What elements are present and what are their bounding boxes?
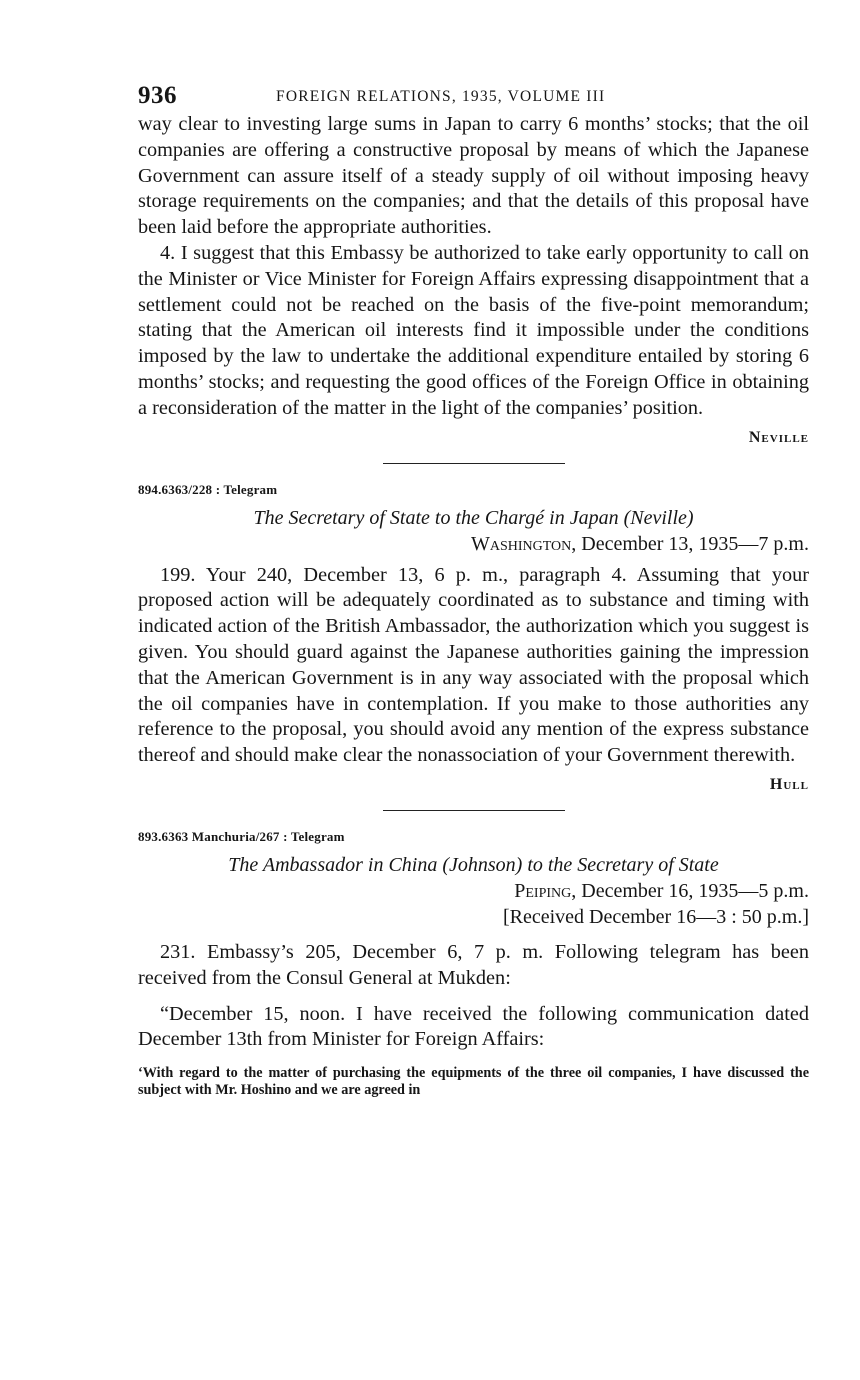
signature-neville: Neville [748, 428, 809, 446]
section-divider [383, 463, 565, 464]
signature-hull: Hull [769, 775, 809, 793]
dateline [138, 531, 809, 557]
dateline-place: Washington [470, 532, 572, 555]
document-title: The Secretary of State to the Chargé in Japan (Neville) [253, 506, 694, 529]
running-header [138, 80, 809, 112]
dateline-date: , December 13, 1935—7 p.m. [571, 532, 809, 555]
running-title: FOREIGN RELATIONS, 1935, VOLUME III [276, 88, 606, 105]
dateline-place: Peiping [514, 879, 572, 902]
file-reference: 894.6363/228 : Telegram [138, 481, 278, 497]
file-reference: 893.6363 Manchuria/267 : Telegram [138, 828, 345, 844]
quoted-telegram: “December 15, noon. I have received the following communication dated December 13th from Minister for Foreign Affairs: [138, 1002, 809, 1051]
telegram-body: 199. Your 240, December 13, 6 p. m., paragraph 4. Assuming that your proposed action will be adequately coordinated as to substance and timing with indicated action of the British Ambassador, the authorization which you suggest is given. You should guard against the Japanese authorities gaining the impression that the American Government is in any way associated with the proposal which the oil companies have in contemplation. If you make to those authorities any reference to the proposal, you should avoid any mention of the express substance thereof and should make clear the nonassociation of your Government therewith. [138, 563, 809, 767]
page-number: 936 [138, 82, 177, 109]
inner-quote: ‘With regard to the matter of purchasing the equipments of the three oil companies, I have discussed the subject with Mr. Hoshino and we are agreed in [138, 1065, 809, 1098]
section-divider [383, 810, 565, 811]
received-line: [Received December 16—3 : 50 p.m.] [502, 905, 809, 928]
document-page [138, 80, 809, 1098]
telegram-body: 231. Embassy’s 205, December 6, 7 p. m. Following telegram has been received from the Consul General at Mukden: [138, 940, 809, 989]
dateline [138, 878, 809, 904]
continuation-paragraph: way clear to investing large sums in Japan to carry 6 months’ stocks; that the oil companies are offering a constructive proposal by means of which the Japanese Government can assure itself of a steady supply of oil without imposing heavy storage requirements on the companies; and that the details of this proposal have been laid before the appropriate authorities. [138, 113, 809, 239]
dateline-date: , December 16, 1935—5 p.m. [571, 879, 809, 902]
document-title: The Ambassador in China (Johnson) to the Secretary of State [228, 853, 719, 876]
paragraph-4: 4. I suggest that this Embassy be authorized to take early opportunity to call on the Minister or Vice Minister for Foreign Affairs expressing disappointment that a settlement could not be reached on the basis of the five-point memorandum; stating that the American oil interests find it impossible under the conditions imposed by the law to undertake the additional expenditure entailed by storing 6 months’ stocks; and requesting the good offices of the Foreign Office in obtaining a reconsideration of the matter in the light of the companies’ position. [138, 241, 809, 419]
